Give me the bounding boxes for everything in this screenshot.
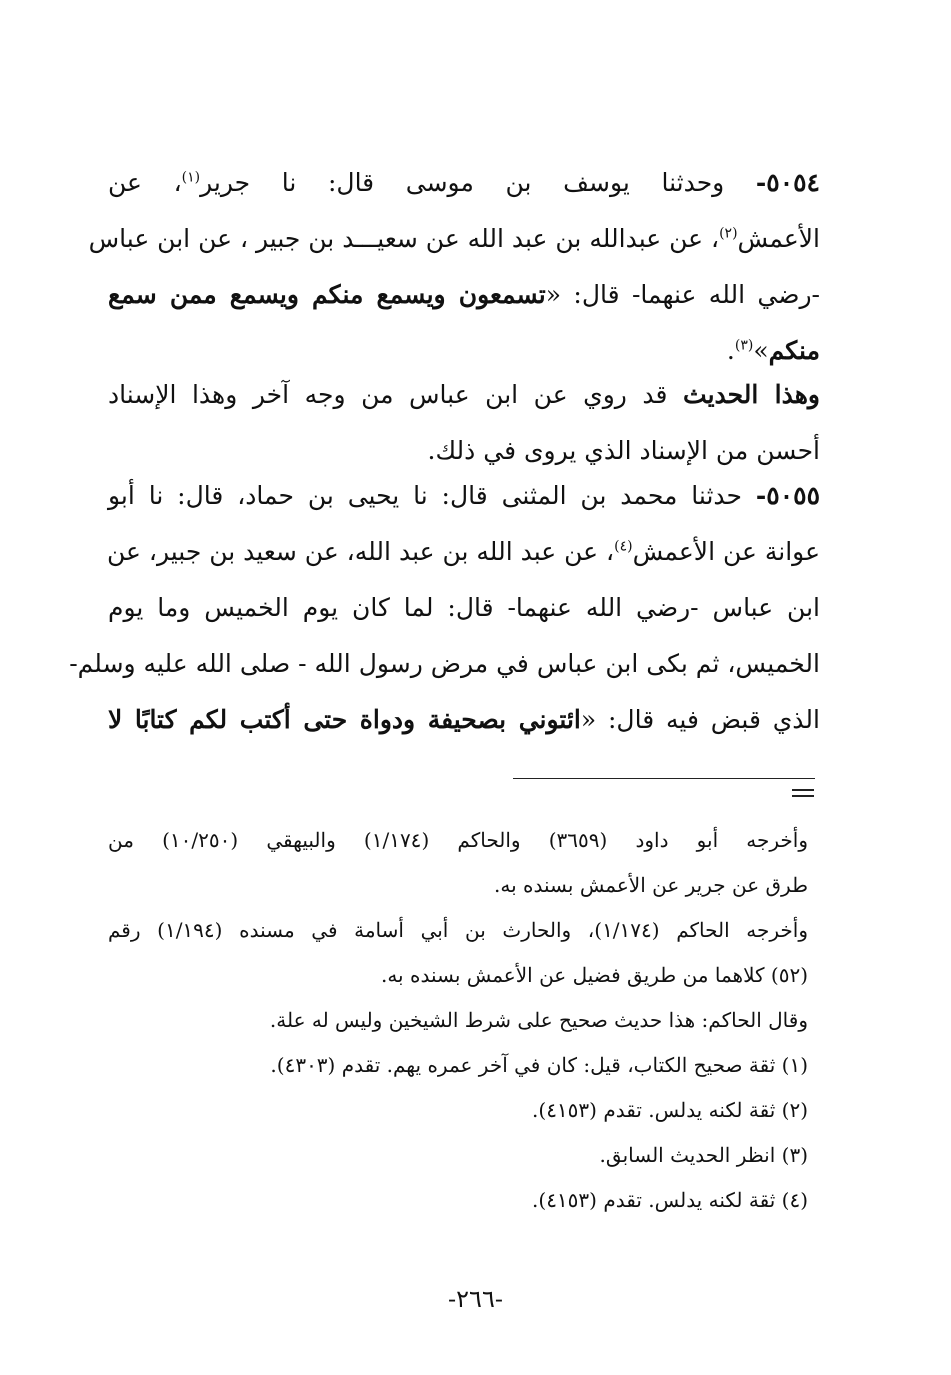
hadith-5055-line-5: الذي قبض فيه قال: «ائتوني بصحيفة ودواة حتى أكتب لكم كتابًا لا — [108, 705, 820, 734]
footnote-2: (٢) ثقة لكنه يدلس. تقدم (٤١٥٣). — [532, 1098, 808, 1122]
hadith-5055-line-4: الخميس، ثم بكى ابن عباس في مرض رسول الله - صلى الله عليه وسلم- — [69, 649, 820, 678]
footnotes — [108, 818, 808, 1223]
footnote-marker: (٤) — [614, 538, 633, 555]
footnote-separator — [513, 778, 815, 779]
footnote-1: (١) ثقة صحيح الكتاب، قيل: كان في آخر عمره يهم. تقدم (٤٣٠٣). — [270, 1053, 808, 1077]
footnote-4: (٤) ثقة لكنه يدلس. تقدم (٤١٥٣). — [532, 1188, 808, 1212]
hadith-5055 — [69, 468, 820, 748]
hadith-5055-line-1: ٥٠٥٥- حدثنا محمد بن المثنى قال: نا يحيى بن حماد، قال: نا أبو — [108, 481, 820, 510]
footnote-marker: (٢) — [719, 225, 738, 242]
footnote-continuation: (٥٢) كلاهما من طريق فضيل عن الأعمش بسنده به. — [380, 963, 808, 987]
hadith-5054-line-2: الأعمش$^{(٢)}$، عن عبدالله بن عبد الله عن سعيـــد بن جبير ، عن ابن عباس — [88, 224, 820, 253]
hadith-5054-line-1: ٥٠٥٤- وحدثنا يوسف بن موسى قال: نا جرير$^{(١)}$، عن — [108, 168, 820, 197]
hadith-number: ٥٠٥٤- — [755, 168, 820, 197]
page-number: -٢٦٦- — [448, 1285, 503, 1313]
hadith-5054-line-3: -رضي الله عنهما- قال: «تسمعون ويسمع منكم ويسمع ممن سمع — [108, 280, 820, 309]
footnote-continuation: وأخرجه أبو داود (٣٦٥٩) والحاكم (١/١٧٤) والبيهقي (١٠/٢٥٠) من — [108, 828, 808, 852]
hadith-matn: ائتوني بصحيفة ودواة حتى أكتب لكم كتابًا لا — [108, 705, 581, 734]
hadith-matn: تسمعون ويسمع منكم ويسمع ممن سمع — [108, 280, 546, 309]
hadith-5055-line-3: ابن عباس -رضي الله عنهما- قال: لما كان يوم الخميس وما يوم — [108, 593, 820, 622]
hadith-number: ٥٠٥٥- — [755, 481, 820, 510]
commentary — [108, 367, 820, 479]
hadith-5054 — [88, 155, 820, 379]
commentary-line-2: أحسن من الإسناد الذي يروى في ذلك. — [427, 436, 820, 465]
continuation-mark — [792, 789, 814, 799]
hadith-matn: منكم — [768, 336, 820, 365]
commentary-line-1: وهذا الحديث قد روي عن ابن عباس من وجه آخر وهذا الإسناد — [108, 380, 820, 409]
hadith-5055-line-2: عوانة عن الأعمش$^{(٤)}$، عن عبد الله بن عبد الله، عن سعيد بن جبير، عن — [106, 537, 820, 566]
footnote-marker: (٣) — [734, 337, 754, 354]
hadith-5054-line-4: منكم»$^{(٣)}$. — [726, 336, 820, 365]
footnote-continuation: طرق عن جرير عن الأعمش بسنده به. — [494, 873, 808, 897]
footnote-continuation: وقال الحاكم: هذا حديث صحيح على شرط الشيخين وليس له علة. — [269, 1008, 808, 1032]
footnote-continuation: وأخرجه الحاكم (١/١٧٤)، والحارث بن أبي أسامة في مسنده (١/١٩٤) رقم — [108, 918, 808, 942]
footnote-3: (٣) انظر الحديث السابق. — [599, 1143, 808, 1167]
footnote-marker: (١) — [181, 169, 201, 186]
